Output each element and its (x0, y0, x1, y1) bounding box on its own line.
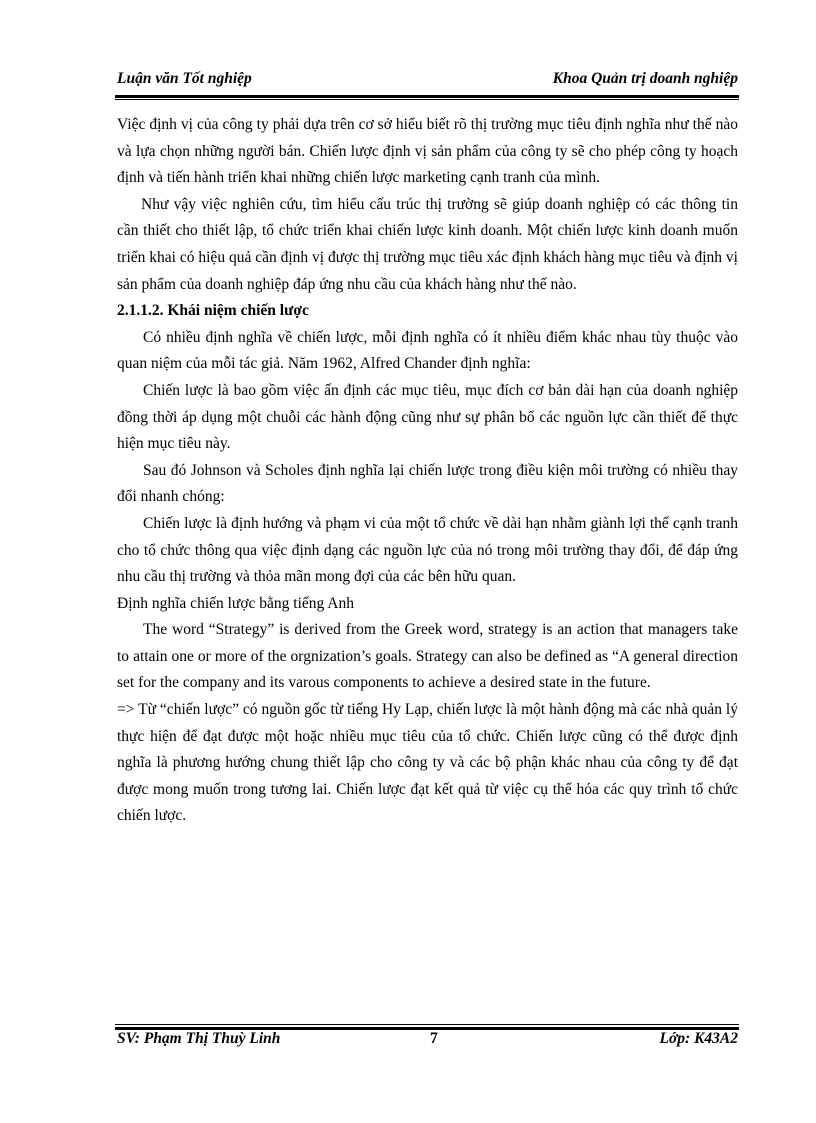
page-header (117, 70, 738, 88)
header-rule-thin (115, 99, 739, 100)
header-rule-thick (115, 95, 739, 98)
paragraph-chander-definition: Chiến lược là bao gồm việc ấn định các mục tiêu, mục đích cơ bản dài hạn của doanh nghiệp đồng thời áp dụng một chuỗi các hành động cũng như sự phân bổ các nguồn lực cần thiết để thực hiện mục tiêu này. (117, 381, 738, 453)
paragraph-johnson-scholes-intro: Sau đó Johnson và Scholes định nghĩa lại chiến lược trong điều kiện môi trường có nhiều thay đổi nhanh chóng: (117, 461, 738, 506)
paragraph-english-definition-label: Định nghĩa chiến lược bằng tiếng Anh (117, 594, 354, 612)
paragraph-positioning: Việc định vị của công ty phải dựa trên cơ sở hiểu biết rõ thị trường mục tiêu định nghĩa như thế nào và lựa chọn những người bán. Chiến lược định vị sản phẩm của công ty sẽ cho phép công ty hoạch định và tiến hành triển khai những chiến lược marketing cạnh tranh của mình. (117, 116, 738, 187)
paragraph-english-definition: The word “Strategy” is derived from the Greek word, strategy is an action that managers take to attain one or more of the orgnization’s goals. Strategy can also be defined as “A general direction set for the company and its varous components to achieve a desired state in the future. (117, 621, 738, 692)
header-faculty: Khoa Quản trị doanh nghiệp (552, 70, 738, 87)
header-thesis-title: Luận văn Tốt nghiệp (117, 70, 252, 87)
footer-student-name: SV: Phạm Thị Thuỳ Linh (117, 1030, 281, 1047)
page-number: 7 (430, 1030, 438, 1047)
paragraph-market-structure: Như vậy việc nghiên cứu, tìm hiểu cấu trúc thị trường sẽ giúp doanh nghiệp có các thông tin cần thiết cho thiết lập, tổ chức triển khai chiến lược kinh doanh. Một chiến lược kinh doanh muốn triển khai có hiệu quả cần định vị được thị trường mục tiêu xác định khách hàng mục tiêu và định vị sản phẩm của doanh nghiệp đáp ứng nhu cầu của khách hàng như thế nào. (117, 195, 738, 293)
section-heading: 2.1.1.2. Khái niệm chiến lược (117, 302, 309, 320)
paragraph-definitions-intro: Có nhiều định nghĩa về chiến lược, mỗi định nghĩa có ít nhiều điểm khác nhau tùy thuộc vào quan niệm của mỗi tác giả. Năm 1962, Alfred Chander định nghĩa: (117, 328, 738, 373)
footer-class: Lớp: K43A2 (659, 1030, 738, 1047)
page-body (117, 112, 738, 830)
footer-rule-thin (115, 1024, 739, 1025)
paragraph-johnson-scholes-definition: Chiến lược là định hướng và phạm vi của một tổ chức về dài hạn nhằm giành lợi thế cạnh tranh cho tổ chức thông qua việc định dạng các nguồn lực của nó trong môi trường thay đổi, để đáp ứng nhu cầu thị trường và thỏa mãn mong đợi của các bên hữu quan. (117, 514, 738, 586)
paragraph-translation: => Từ “chiến lược” có nguồn gốc từ tiếng Hy Lạp, chiến lược là một hành động mà các nhà quản lý thực hiện để đạt được một hoặc nhiều mục tiêu của tổ chức. Chiến lược cũng có thể được định nghĩa là phương hướng chung thiết lập cho công ty và các bộ phận khác nhau của công ty để đạt được mong muốn trong tương lai. Chiến lược đạt kết quả từ việc cụ thể hóa các quy trình tổ chức chiến lược. (117, 701, 738, 825)
